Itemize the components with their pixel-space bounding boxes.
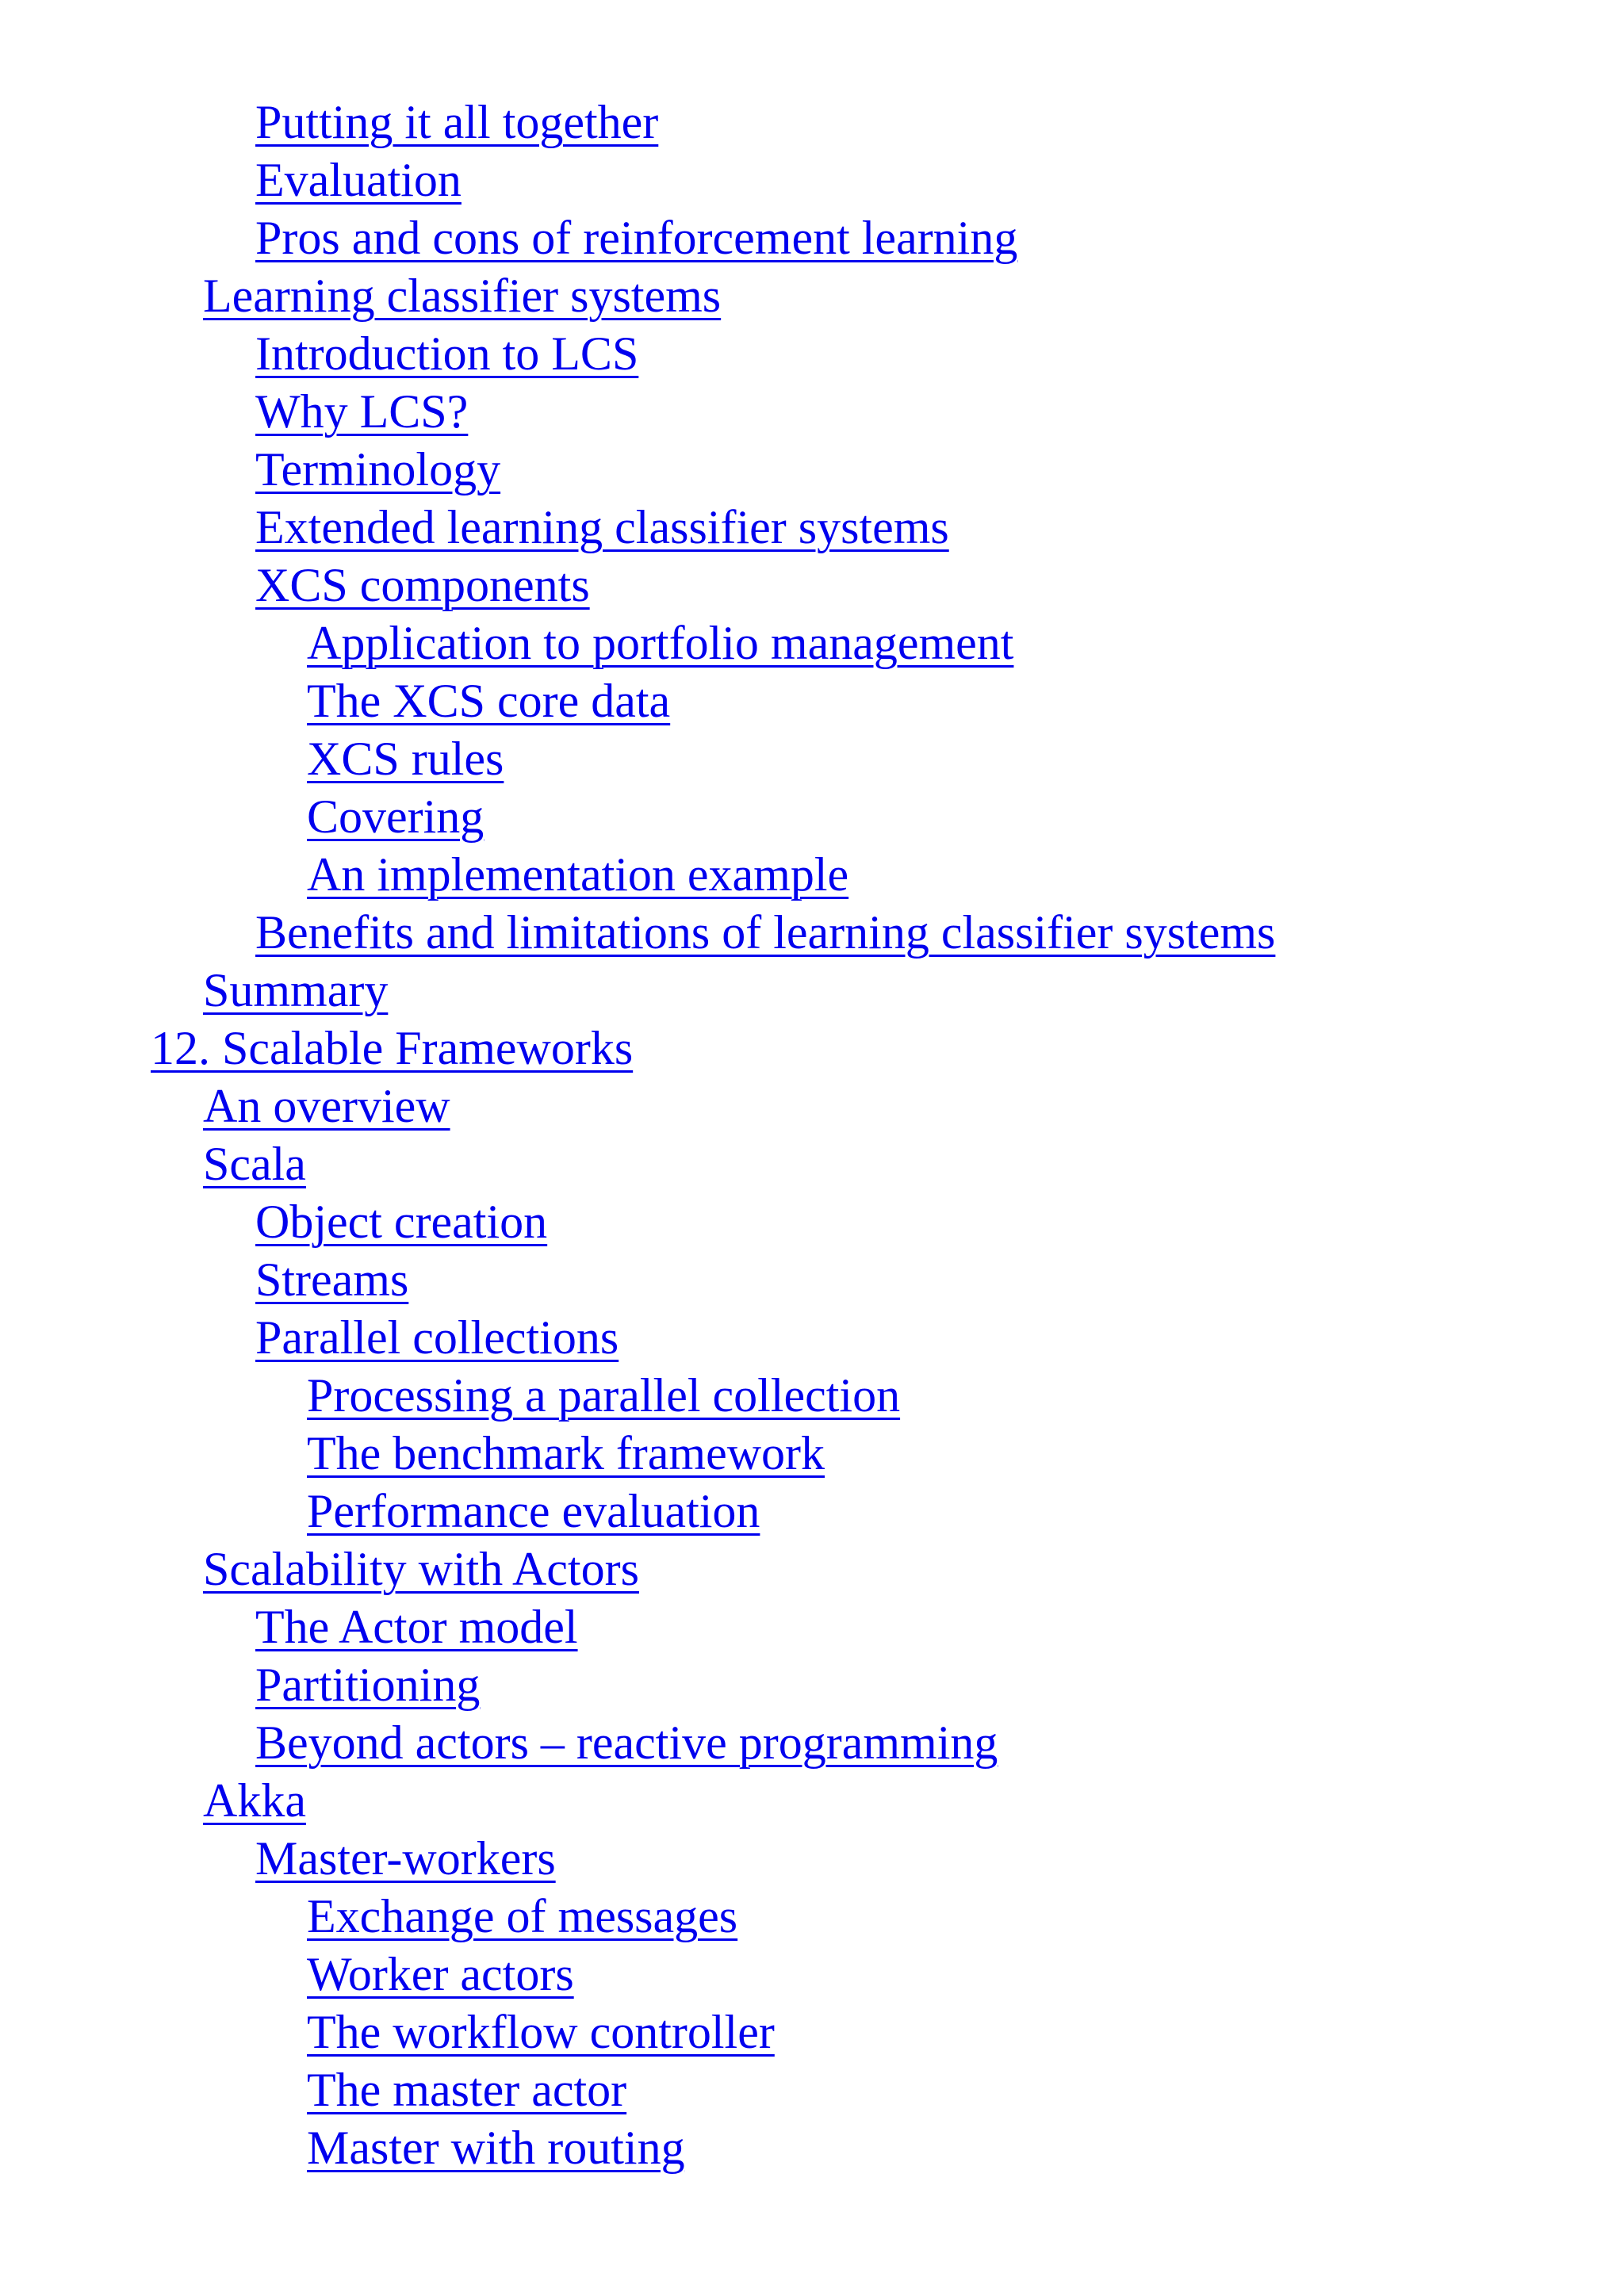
toc-entry: [0, 1193, 1624, 1251]
toc-link[interactable]: Covering: [307, 790, 485, 843]
toc-link[interactable]: Learning classifier systems: [203, 270, 722, 322]
toc-link[interactable]: XCS components: [255, 559, 590, 611]
toc-link[interactable]: Processing a parallel collection: [307, 1369, 901, 1422]
toc-entry: [0, 1946, 1624, 2003]
toc-link[interactable]: Scala: [203, 1138, 306, 1190]
toc-link[interactable]: Beyond actors – reactive programming: [255, 1716, 998, 1769]
toc-link[interactable]: Benefits and limitations of learning classifier systems: [255, 906, 1276, 959]
toc-entry: [0, 1425, 1624, 1483]
toc-link[interactable]: An implementation example: [307, 848, 849, 901]
toc-link[interactable]: Why LCS?: [255, 385, 469, 438]
toc-entry: [0, 1714, 1624, 1772]
toc-entry: [0, 730, 1624, 788]
toc-link[interactable]: Application to portfolio management: [307, 617, 1014, 669]
toc-link[interactable]: Object creation: [255, 1196, 548, 1248]
toc-link[interactable]: Introduction to LCS: [255, 327, 639, 380]
toc-link[interactable]: Master with routing: [307, 2122, 685, 2174]
toc-entry: [0, 1077, 1624, 1135]
toc-entry: [0, 2003, 1624, 2061]
toc-link[interactable]: Master-workers: [255, 1832, 556, 1885]
toc-link[interactable]: Terminology: [255, 443, 501, 496]
toc-link[interactable]: Streams: [255, 1253, 409, 1306]
toc-link[interactable]: The XCS core data: [307, 675, 671, 727]
toc-entry: [0, 1656, 1624, 1714]
toc-entry: [0, 1135, 1624, 1193]
toc-entry: [0, 267, 1624, 325]
toc-entry: [0, 672, 1624, 730]
toc-entry: [0, 904, 1624, 962]
toc-entry: [0, 94, 1624, 151]
toc-link[interactable]: Exchange of messages: [307, 1890, 738, 1942]
toc-entry: [0, 788, 1624, 846]
toc-entry: [0, 1309, 1624, 1367]
toc-entry: [0, 2061, 1624, 2119]
toc-entry: [0, 1830, 1624, 1888]
toc-link[interactable]: 12. Scalable Frameworks: [151, 1022, 634, 1074]
toc-link[interactable]: Performance evaluation: [307, 1485, 760, 1537]
toc-entry: [0, 962, 1624, 1020]
toc-entry: [0, 1020, 1624, 1077]
toc-entry: [0, 846, 1624, 904]
toc-link[interactable]: Evaluation: [255, 154, 462, 206]
toc-link[interactable]: XCS rules: [307, 733, 504, 785]
toc-entry: [0, 1598, 1624, 1656]
toc-entry: [0, 209, 1624, 267]
toc-entry: [0, 1367, 1624, 1425]
toc-link[interactable]: Putting it all together: [255, 96, 659, 148]
toc-entry: [0, 441, 1624, 499]
toc-link[interactable]: The Actor model: [255, 1601, 578, 1653]
toc-link[interactable]: Partitioning: [255, 1659, 481, 1711]
toc-entry: [0, 325, 1624, 383]
toc-link[interactable]: Akka: [203, 1774, 306, 1827]
toc-entry: [0, 1888, 1624, 1946]
toc-entry: [0, 1540, 1624, 1598]
toc-link[interactable]: The workflow controller: [307, 2006, 775, 2058]
toc-link[interactable]: Summary: [203, 964, 389, 1016]
toc-link[interactable]: The master actor: [307, 2064, 627, 2116]
toc-entry: [0, 2119, 1624, 2177]
toc-link[interactable]: Scalability with Actors: [203, 1543, 639, 1595]
toc-link[interactable]: Extended learning classifier systems: [255, 501, 949, 553]
toc-entry: [0, 1483, 1624, 1540]
toc-entry: [0, 499, 1624, 557]
toc-entry: [0, 614, 1624, 672]
toc-link[interactable]: The benchmark framework: [307, 1427, 825, 1479]
toc-link[interactable]: Worker actors: [307, 1948, 574, 2000]
toc-link[interactable]: An overview: [203, 1080, 450, 1132]
table-of-contents: [0, 94, 1624, 2177]
toc-entry: [0, 557, 1624, 614]
toc-entry: [0, 151, 1624, 209]
toc-entry: [0, 1772, 1624, 1830]
toc-entry: [0, 1251, 1624, 1309]
toc-entry: [0, 383, 1624, 441]
toc-link[interactable]: Parallel collections: [255, 1311, 619, 1364]
toc-link[interactable]: Pros and cons of reinforcement learning: [255, 212, 1018, 264]
